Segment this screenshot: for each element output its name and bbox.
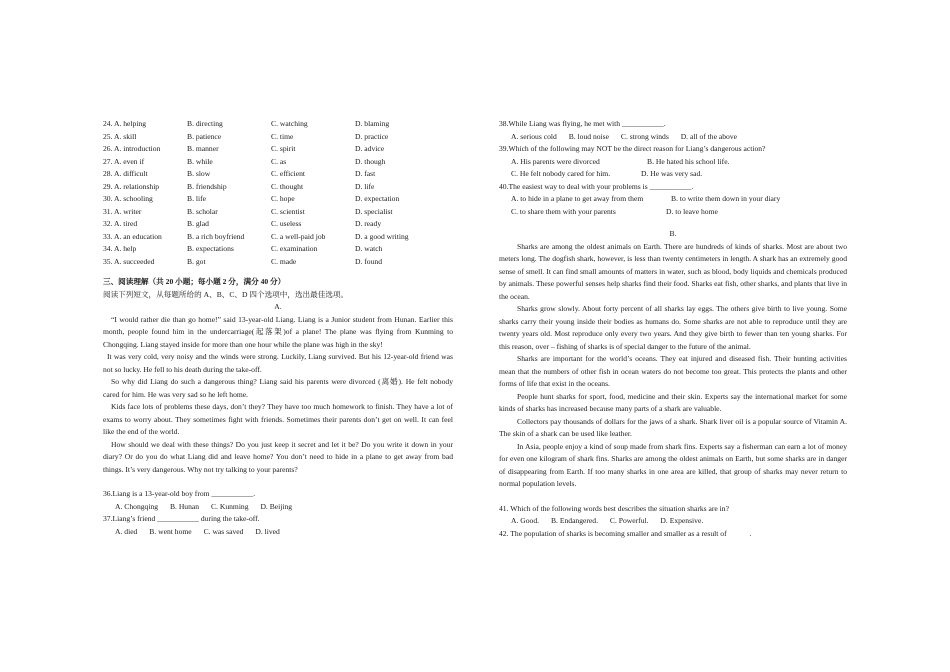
option-row [103,118,453,131]
passage-paragraph: “I would rather die than go home!” said 13-year-old Liang. Liang is a Junior student from Hunan. Earlier this month, people found him in the undercarriage(起落架)of a plane! The plane was flying from Kunming to Chongqing. Liang stayed inside for more than one hour while the plane was high in the sky! [103,314,453,349]
answer-option: A. Good. [511,516,540,525]
option-c: C. as [271,156,287,166]
option-b: B. friendship [187,181,227,191]
question [103,513,453,538]
question [499,503,847,528]
option-b: B. patience [187,131,222,141]
option-d: D. though [355,156,386,166]
question [499,181,847,219]
option-d: D. watch [355,244,383,253]
section-title: 三、阅读理解（共 20 小题；每小题 2 分，满分 40 分） [103,277,286,286]
question-stem: 38.While Liang was flying, he met with ___________. [499,119,666,128]
answer-option: D. to leave home [666,206,718,216]
answer-option: D. all of the above [680,131,737,141]
answer-option: B. went home [149,526,192,536]
question-stem: 42. The population of sharks is becoming smaller and smaller as a result of . [499,528,752,538]
answer-option: A. His parents were divorced [511,156,600,166]
option-c: C. a well-paid job [271,231,326,241]
option-a: 32. A. tired [103,219,138,228]
passage-paragraph: How should we deal with these things? Do you just keep it secret and let it be? Do you write it down in your diary? Or do you do what Liang did and leave home? You don’t need to hide in a plane to get away from bad things. It’s very dangerous. Why not try talking to your parents? [103,439,453,474]
question-options [499,206,847,219]
option-row [103,206,453,219]
option-a: 35. A. succeeded [103,256,155,266]
passage-paragraph: Sharks grow slowly. About forty percent of all sharks lay eggs. The others give birth to live young. Some sharks carry their young inside their bodies as humans do. Some sharks are not able to reproduce until they are twenty years old. Most reproduce only every two years. And they give birth to fewer than ten young sharks. For this reason, over – fishing of sharks is of special danger to the future of the animal. [499,304,847,351]
option-a: 26. A. introduction [103,144,161,153]
option-a: 25. A. skill [103,131,137,141]
option-d: D. practice [355,131,389,141]
option-d: D. found [355,256,382,266]
answer-option: C. to share them with your parents [511,206,616,216]
option-c: C. examination [271,244,318,253]
question-stem: 37.Liang’s friend ___________ during the take-off. [103,514,260,523]
question-options [499,156,847,169]
answer-option: B. to write them down in your diary [671,194,781,203]
option-a: 27. A. even if [103,156,145,166]
left-column [103,118,453,538]
option-row [103,231,453,244]
option-a: 33. A. an education [103,231,162,241]
option-d: D. a good writing [355,231,409,241]
answer-option: A. died [115,526,138,536]
option-b: B. scholar [187,206,218,216]
answer-option: A. serious cold [511,131,557,141]
passage-paragraph: Collectors pay thousands of dollars for the jaws of a shark. Shark liver oil is a popular source of Vitamin A. The skin of a shark can be used like leather. [499,416,847,438]
option-d: D. life [355,181,375,191]
cloze-options-table [103,118,453,268]
option-d: D. blaming [355,119,390,128]
option-b: B. directing [187,119,223,128]
option-row [103,168,453,181]
right-column [499,118,847,540]
section-instruction: 阅读下列短文，从每题所给的 A、B、C、D 四个选项中，选出最佳选项。 [103,289,349,299]
option-c: C. efficient [271,169,306,178]
option-c: C. thought [271,181,304,191]
answer-option: B. loud noise [568,131,609,141]
answer-option: C. Powerful. [609,516,649,525]
question [499,143,847,181]
question-stem: 40.The easiest way to deal with your problems is ___________. [499,181,694,191]
option-b: B. while [187,156,213,166]
question-stem: 39.Which of the following may NOT be the direct reason for Liang’s dangerous action? [499,144,766,153]
option-d: D. fast [355,169,376,178]
passage-paragraph: It was very cold, very noisy and the winds were strong. Luckily, Liang survived. But his 12-year-old friend was not so lucky. He fell to his death during the take-off. [103,352,453,374]
answer-option: C. He felt nobody cared for him. [511,169,611,178]
question-options [499,168,847,181]
question-stem: 36.Liang is a 13-year-old boy from ___________. [103,489,256,498]
option-a: 31. A. writer [103,206,142,216]
option-a: 28. A. difficult [103,169,148,178]
question-options [103,501,453,514]
passage-paragraph: So why did Liang do such a dangerous thing? Liang said his parents were divorced (离婚). He felt nobody cared for him. He was very sad so he left home. [103,377,453,399]
answer-option: B. He hated his school life. [647,156,730,166]
option-c: C. made [271,256,297,266]
answer-option: D. Beijing [260,501,293,511]
option-b: B. life [187,194,206,203]
answer-option: B. Hunan [169,501,200,511]
option-b: B. got [187,256,206,266]
option-d: D. specialist [355,206,393,216]
passage-label: B. [669,229,677,238]
passage-paragraph: Sharks are among the oldest animals on Earth. There are hundreds of kinds of sharks. Most are about two meters long. The dogfish shark, however, is less than twenty centimeters in length. A shark has an extremely good sense of smell. It can find small amounts of matters in water, such as blood, body liquids and chemicals produced by animals. These powerful senses help sharks find their food. Sharks eat fish, other sharks, and plants that live in the ocean. [499,241,847,301]
option-row [103,181,453,194]
option-a: 34. A. help [103,244,137,253]
option-c: C. time [271,131,294,141]
answer-option: A. to hide in a plane to get away from them [511,194,644,203]
option-c: C. hope [271,194,295,203]
option-d: D. expectation [355,194,400,203]
option-a: 30. A. schooling [103,194,153,203]
answer-option: C. strong winds [620,131,669,141]
answer-option: B. Endangered. [550,516,598,525]
option-c: C. useless [271,219,302,228]
option-d: D. advice [355,144,385,153]
passage-label: A. [274,302,282,311]
answer-option: D. lived [255,526,280,536]
question-options [103,526,453,539]
answer-option: D. Expensive. [660,516,704,525]
option-a: 29. A. relationship [103,181,160,191]
option-row [103,218,453,231]
option-a: 24. A. helping [103,119,147,128]
question [499,118,847,143]
passage-paragraph: People hunt sharks for sport, food, medicine and their skin. Experts say the international market for some kinds of sharks has increased because many parts of a shark are valuable. [499,391,847,413]
question-stem: 41. Which of the following words best describes the situation sharks are in? [499,503,729,513]
question [499,528,847,541]
question-options [499,193,847,206]
option-b: B. manner [187,144,219,153]
passage-paragraph: In Asia, people enjoy a kind of soup made from shark fins. Experts say a fisherman can earn a lot of money for even one kilogram of shark fins. Sharks are among the oldest animals on Earth, but some sharks are in danger of disappearing from Earth. If too many sharks in one area are killed, that group of sharks may never return to normal population levels. [499,441,847,488]
question-options [499,131,847,144]
answer-option: A. Chongqing [115,501,159,511]
question-options [499,515,847,528]
answer-option: C. was saved [203,526,244,536]
option-row [103,243,453,256]
option-c: C. scientist [271,206,305,216]
option-row [103,131,453,144]
option-row [103,143,453,156]
option-row [103,156,453,169]
question [103,488,453,513]
option-b: B. a rich boyfriend [187,231,245,241]
option-c: C. watching [271,119,308,128]
option-row [103,256,453,269]
option-d: D. ready [355,219,382,228]
passage-paragraph: Kids face lots of problems these days, don’t they? They have too much homework to finish. They have a lot of exams to worry about. They sometimes fight with friends. Sometimes their parents don’t get on well. It can feel like the end of the world. [103,402,453,436]
answer-option: C. Kunming [210,501,249,511]
answer-option: D. He was very sad. [641,169,703,178]
passage-paragraph: Sharks are important for the world’s oceans. They eat injured and diseased fish. Their hunting activities mean that the numbers of other fish in ocean waters do not become too great. This protects the plants and other forms of life that exist in the oceans. [499,354,847,388]
option-b: B. slow [187,169,211,178]
option-b: B. expectations [187,244,234,253]
option-c: C. spirit [271,144,296,153]
option-row [103,193,453,206]
option-b: B. glad [187,219,209,228]
